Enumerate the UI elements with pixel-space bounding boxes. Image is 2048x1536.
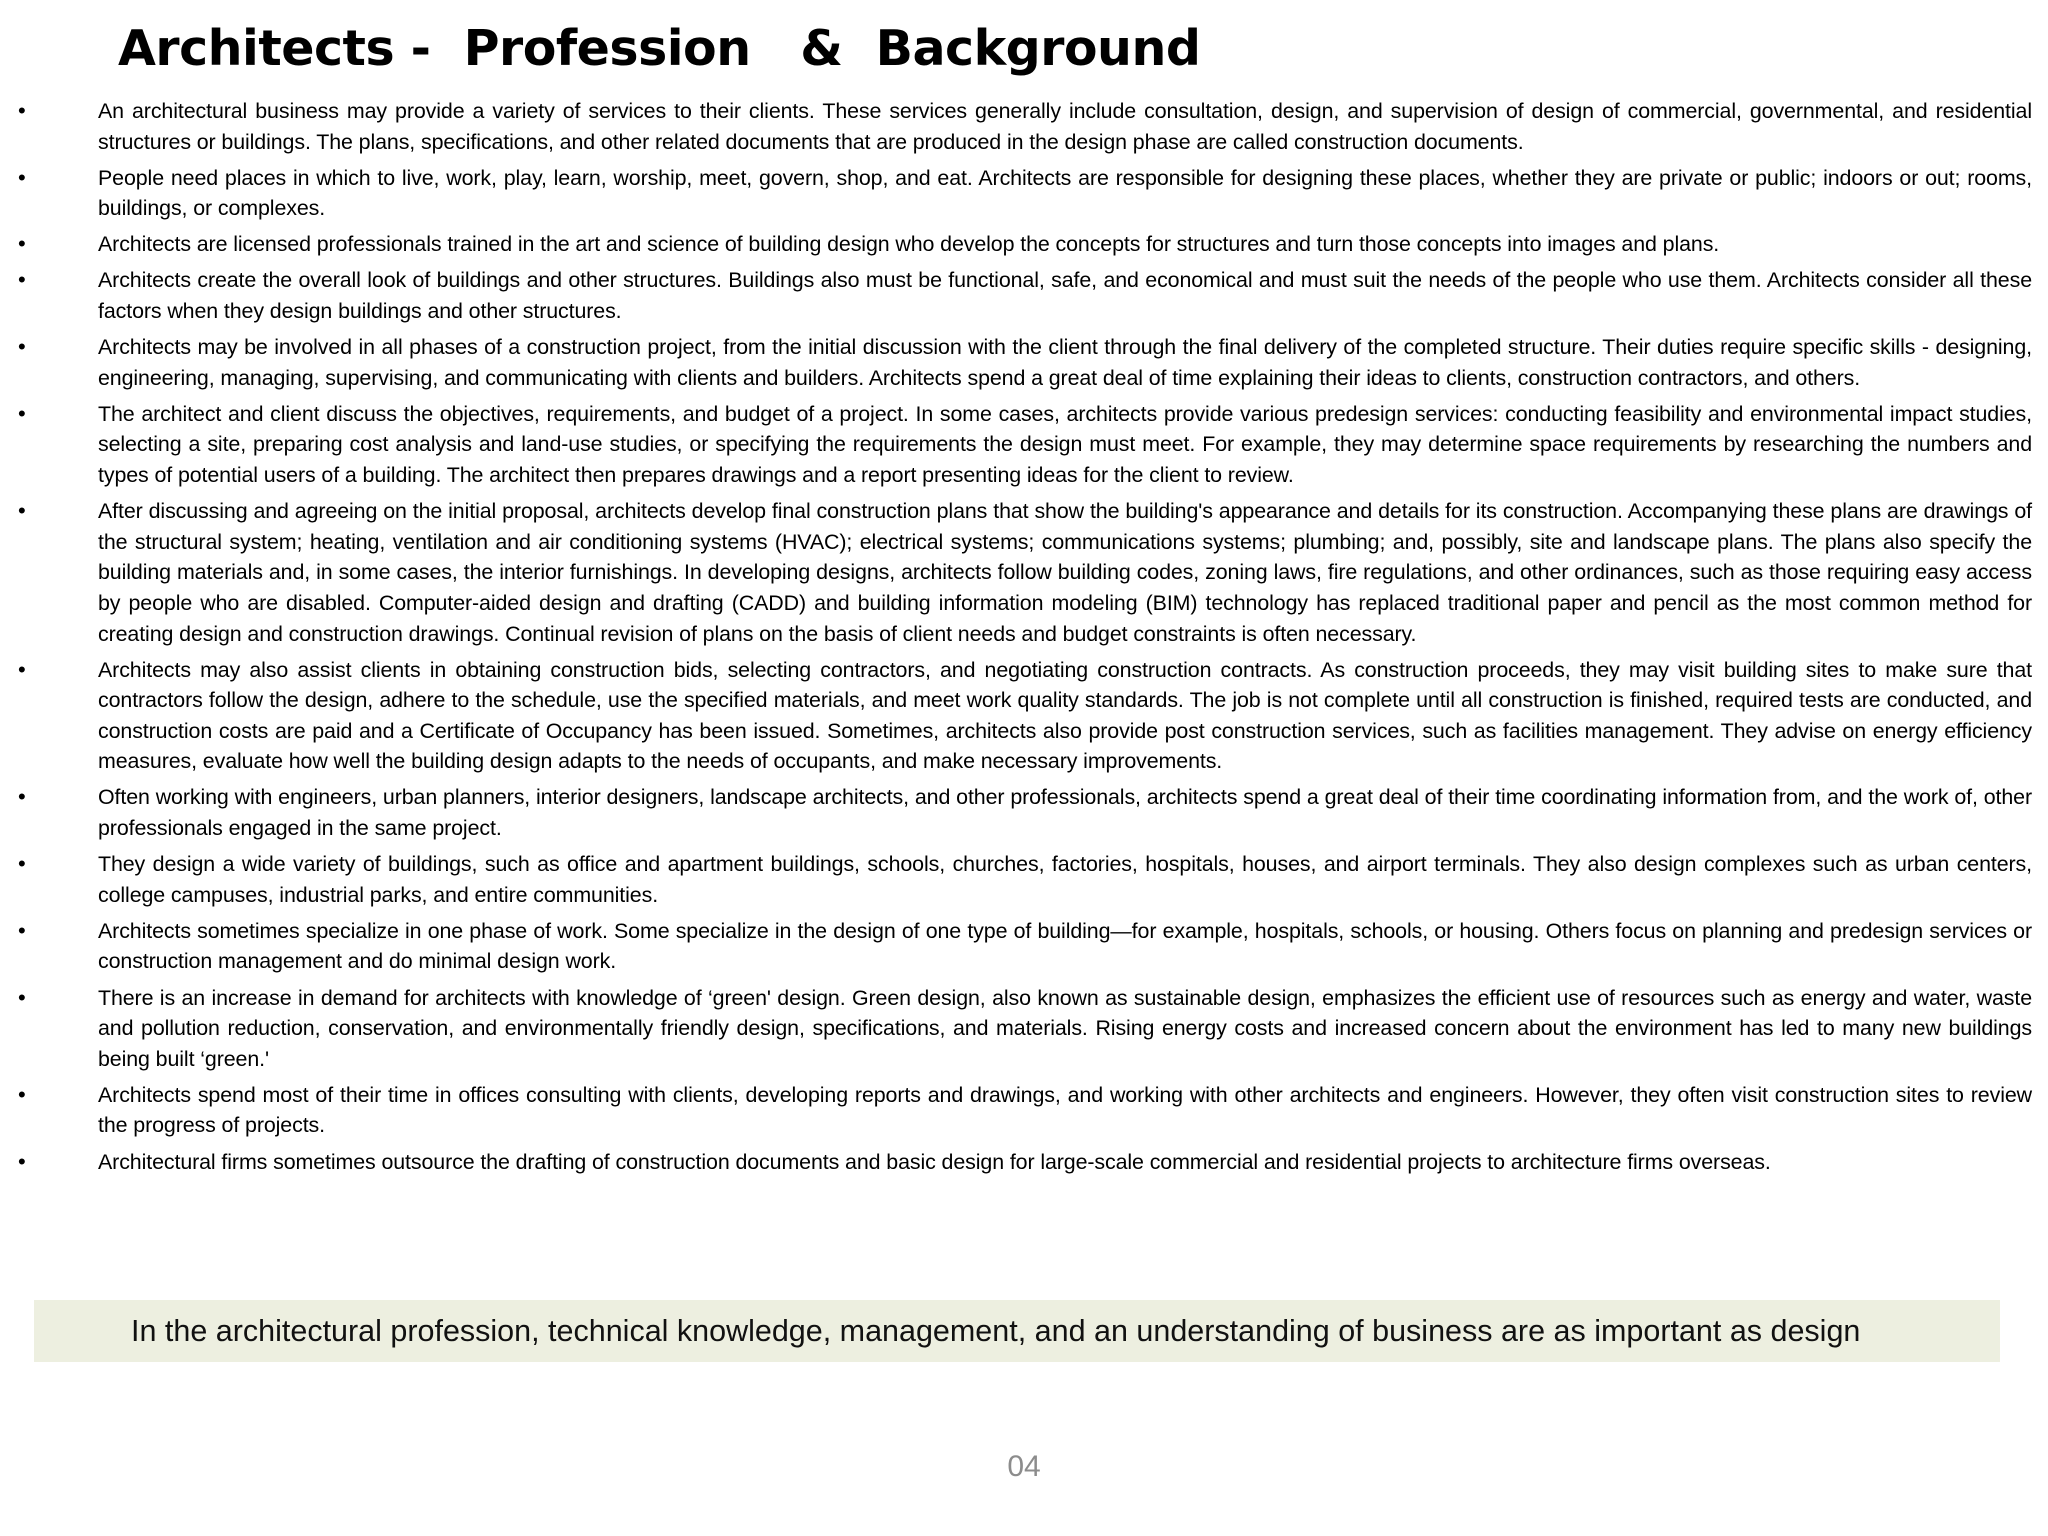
bullet-item	[0, 496, 2048, 649]
bullet-item	[0, 399, 2048, 491]
callout-banner: In the architectural profession, technical knowledge, management, and an understanding of business are as important as design	[34, 1300, 2000, 1362]
bullet-dot-icon: •	[18, 164, 26, 190]
bullet-dot-icon: •	[18, 334, 26, 360]
bullet-dot-icon: •	[18, 656, 26, 682]
bullet-dot-icon: •	[18, 98, 26, 123]
bullet-item	[0, 265, 2048, 326]
bullet-item	[0, 1147, 2048, 1178]
bullet-text: Architects may be involved in all phases of a construction project, from the initial discussion with the client through the final delivery of the completed structure. Their duties require specific skills - designing, engineering, managing, supervising, and communicating with clients and builders. Architects spend a great deal of time explaining their ideas to clients, construction contractors, and others.	[98, 335, 2032, 390]
bullet-item	[0, 163, 2048, 224]
bullet-item	[0, 849, 2048, 910]
bullet-text: There is an increase in demand for architects with knowledge of ‘green' design. Green design, also known as sustainable design, emphasizes the efficient use of resources such as energy and water, waste and pollution reduction, conservation, and environmentally friendly design, specifications, and materials. Rising energy costs and increased concern about the environment has led to many new buildings being built ‘green.'	[98, 985, 2032, 1071]
bullet-item	[0, 983, 2048, 1075]
bullet-dot-icon: •	[18, 917, 26, 943]
bullet-item	[0, 655, 2048, 777]
bullet-dot-icon: •	[18, 267, 26, 293]
bullet-dot-icon: •	[18, 498, 26, 524]
bullet-item	[0, 916, 2048, 977]
bullet-item	[0, 229, 2048, 260]
bullet-dot-icon: •	[18, 1081, 26, 1107]
bullet-text: Architectural firms sometimes outsource the drafting of construction documents and basic design for large-scale commercial and residential projects to architecture firms overseas.	[98, 1149, 1771, 1174]
bullet-text: Architects may also assist clients in obtaining construction bids, selecting contractors, and negotiating construction contracts. As construction proceeds, they may visit building sites to make sure that contractors follow the design, adhere to the schedule, use the specified materials, and meet work quality standards. The job is not complete until all construction is finished, required tests are conducted, and construction costs are paid and a Certificate of Occupancy has been issued. Sometimes, architects also provide post construction services, such as facilities management. They advise on energy efficiency measures, evaluate how well the building design adapts to the needs of occupants, and make necessary improvements.	[98, 657, 2032, 774]
bullet-item	[0, 332, 2048, 393]
bullet-list	[0, 96, 2048, 1183]
bullet-text: Often working with engineers, urban planners, interior designers, landscape architects, and other professionals, architects spend a great deal of their time coordinating information from, and the work of, other professionals engaged in the same project.	[98, 785, 2032, 841]
bullet-text: Architects create the overall look of buildings and other structures. Buildings also must be functional, safe, and economical and must suit the needs of the people who use them. Architects consider all these factors when they design buildings and other structures.	[98, 268, 2032, 324]
page-number: 04	[1007, 1450, 1041, 1483]
bullet-dot-icon: •	[18, 984, 26, 1010]
page-title: Architects - Profession & Background	[118, 20, 1201, 77]
bullet-dot-icon: •	[18, 784, 26, 810]
bullet-dot-icon: •	[18, 851, 26, 877]
bullet-text: They design a wide variety of buildings, such as office and apartment buildings, schools, churches, factories, hospitals, houses, and airport terminals. They also design complexes such as urban centers, college campuses, industrial parks, and entire communities.	[98, 852, 2032, 907]
bullet-text: Architects sometimes specialize in one phase of work. Some specialize in the design of one type of building—for example, hospitals, schools, or housing. Others focus on planning and predesign services or construction management and do minimal design work.	[98, 918, 2032, 974]
bullet-dot-icon: •	[18, 1148, 26, 1174]
bullet-text: Architects spend most of their time in offices consulting with clients, developing reports and drawings, and working with other architects and engineers. However, they often visit construction sites to review the progress of projects.	[98, 1082, 2032, 1138]
bullet-text: Architects are licensed professionals trained in the art and science of building design who develop the concepts for structures and turn those concepts into images and plans.	[98, 232, 1720, 257]
bullet-item	[0, 1080, 2048, 1141]
bullet-item	[0, 96, 2048, 157]
bullet-text: After discussing and agreeing on the initial proposal, architects develop final construction plans that show the building's appearance and details for its construction. Accompanying these plans are drawings of the structural system; heating, ventilation and air conditioning systems (HVAC); electrical systems; communications systems; plumbing; and, possibly, site and landscape plans. The plans also specify the building materials and, in some cases, the interior furnishings. In developing designs, architects follow building codes, zoning laws, fire regulations, and other ordinances, such as those requiring easy access by people who are disabled. Computer-aided design and drafting (CADD) and building information modeling (BIM) technology has replaced traditional paper and pencil as the most common method for creating design and construction drawings. Continual revision of plans on the basis of client needs and budget constraints is often necessary.	[98, 499, 2032, 646]
bullet-text: An architectural business may provide a variety of services to their clients. These services generally include consultation, design, and supervision of design of commercial, governmental, and residential structures or buildings. The plans, specifications, and other related documents that are produced in the design phase are called construction documents.	[98, 99, 2032, 154]
bullet-dot-icon: •	[18, 231, 26, 257]
bullet-text: People need places in which to live, work, play, learn, worship, meet, govern, shop, and eat. Architects are responsible for designing these places, whether they are private or public; indoors or out; rooms, buildings, or complexes.	[98, 165, 2032, 221]
bullet-item	[0, 782, 2048, 843]
bullet-text: The architect and client discuss the objectives, requirements, and budget of a project. In some cases, architects provide various predesign services: conducting feasibility and environmental impact studies, selecting a site, preparing cost analysis and land-use studies, or specifying the requirements the design must meet. For example, they may determine space requirements by researching the numbers and types of potential users of a building. The architect then prepares drawings and a report presenting ideas for the client to review.	[98, 401, 2032, 488]
bullet-dot-icon: •	[18, 400, 26, 426]
